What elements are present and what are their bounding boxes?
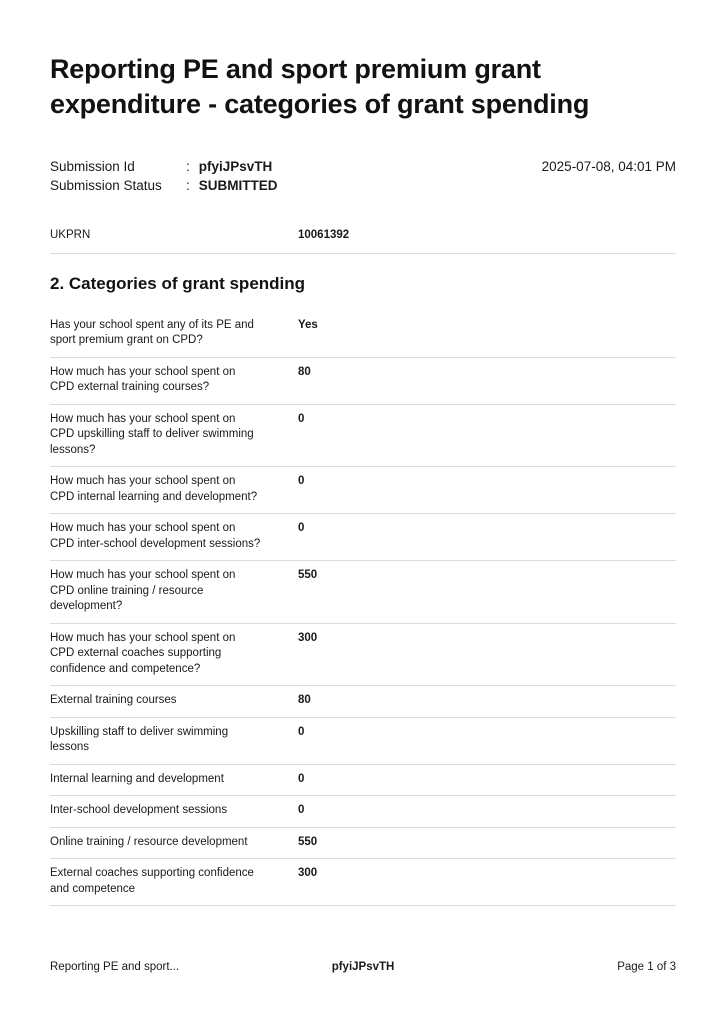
table-row: [50, 514, 676, 561]
colon-separator: :: [186, 159, 190, 174]
question-text: How much has your school spent on CPD internal learning and development?: [50, 475, 258, 503]
answer-value: 0: [298, 804, 305, 816]
question-text: How much has your school spent on CPD upskilling staff to deliver swimming lessons?: [50, 412, 254, 456]
ukprn-label: UKPRN: [50, 229, 91, 241]
question-text: External coaches supporting confidence and competence: [50, 867, 254, 895]
colon-separator: :: [186, 177, 190, 193]
question-text: How much has your school spent on CPD external training courses?: [50, 365, 236, 393]
answer-value: 550: [298, 835, 318, 848]
table-row: [50, 765, 676, 797]
answer-value: 300: [298, 631, 318, 644]
submission-status-row: [50, 177, 278, 196]
footer-doc-title: Reporting PE and sport...: [50, 961, 180, 973]
question-text: Online training / resource development: [50, 835, 248, 848]
question-text: External training courses: [50, 694, 177, 706]
submission-id-value: pfyiJPsvTH: [198, 159, 273, 174]
table-row: [50, 405, 676, 468]
submission-status-value: SUBMITTED: [198, 177, 278, 193]
submission-id-label: Submission Id: [50, 159, 135, 174]
answer-value: 550: [298, 569, 318, 581]
answer-value: 0: [298, 772, 305, 785]
page-footer: [50, 960, 676, 975]
table-row: [50, 467, 676, 514]
page-title: Reporting PE and sport premium grant expenditure - categories of grant spending: [50, 54, 590, 119]
qa-table: [50, 311, 676, 907]
ukprn-row: [50, 228, 676, 254]
table-row: [50, 828, 676, 860]
answer-value: 0: [298, 475, 305, 487]
footer-submission-id: pfyiJPsvTH: [331, 961, 395, 973]
question-text: Inter-school development sessions: [50, 804, 228, 816]
ukprn-value: 10061392: [298, 229, 350, 241]
question-text: Upskilling staff to deliver swimming lessons: [50, 725, 229, 753]
submission-fields: [50, 158, 278, 195]
answer-value: 80: [298, 365, 311, 378]
table-row: [50, 358, 676, 405]
answer-value: 0: [298, 412, 305, 425]
question-text: How much has your school spent on CPD external coaches supporting confidence and competence?: [50, 631, 236, 675]
table-row: [50, 859, 676, 906]
table-row: [50, 624, 676, 687]
question-text: Has your school spent any of its PE and sport premium grant on CPD?: [50, 318, 254, 346]
answer-value: Yes: [298, 318, 318, 331]
question-text: Internal learning and development: [50, 772, 224, 785]
submission-info-block: [50, 158, 676, 195]
answer-value: 300: [298, 867, 318, 879]
table-row: [50, 796, 676, 828]
section-heading: 2. Categories of grant spending: [50, 273, 306, 293]
submission-status-label: Submission Status: [50, 177, 162, 193]
footer-page-number: Page 1 of 3: [617, 961, 677, 973]
table-row: [50, 561, 676, 624]
question-text: How much has your school spent on CPD online training / resource development?: [50, 569, 236, 612]
table-row: [50, 718, 676, 765]
table-row: [50, 311, 676, 358]
question-text: How much has your school spent on CPD inter-school development sessions?: [50, 522, 261, 550]
submission-id-row: [50, 158, 278, 177]
answer-value: 0: [298, 522, 305, 534]
answer-value: 80: [298, 694, 311, 706]
submission-timestamp: 2025-07-08, 04:01 PM: [541, 159, 676, 174]
answer-value: 0: [298, 725, 305, 738]
table-row: [50, 686, 676, 718]
